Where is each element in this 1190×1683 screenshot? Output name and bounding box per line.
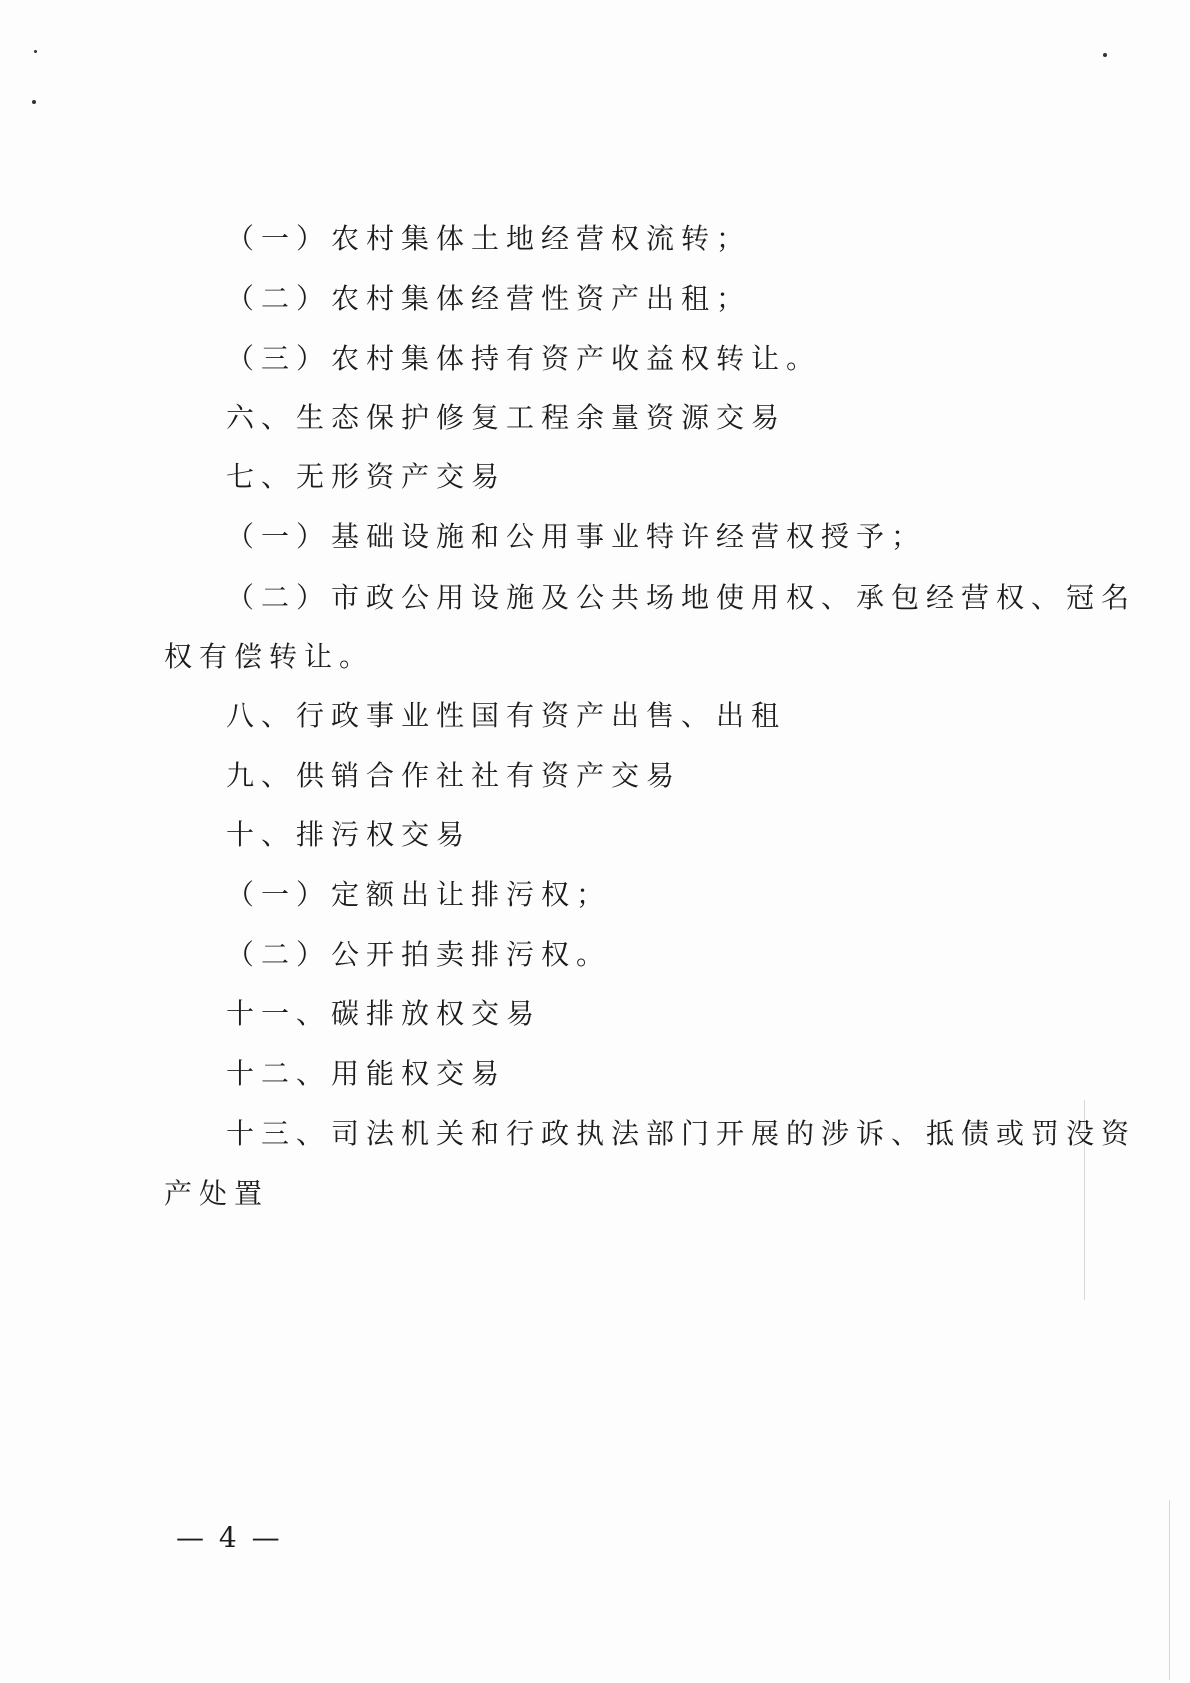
text-line-section-9: 九、供销合作社社有资产交易 — [226, 759, 682, 792]
scan-edge-line — [1169, 1500, 1170, 1680]
text-line-section-13: 十三、司法机关和行政执法部门开展的涉诉、抵债或罚没资 — [226, 1117, 1137, 1150]
text-line-section-12: 十二、用能权交易 — [226, 1057, 507, 1090]
text-line-item-7-2-continued: 权有偿转让。 — [164, 640, 375, 673]
text-line-section-7: 七、无形资产交易 — [226, 460, 507, 493]
text-line-item-7-1: （一）基础设施和公用事业特许经营权授予； — [226, 520, 927, 553]
text-line-section-8: 八、行政事业性国有资产出售、出租 — [226, 699, 787, 732]
text-line-item-10-2: （二）公开拍卖排污权。 — [226, 938, 612, 971]
text-line-item-1: （一）农村集体土地经营权流转； — [226, 222, 752, 255]
text-line-item-7-2: （二）市政公用设施及公共场地使用权、承包经营权、冠名 — [226, 581, 1137, 614]
text-line-item-2: （二）农村集体经营性资产出租； — [226, 282, 752, 315]
text-line-section-13-continued: 产处置 — [164, 1177, 270, 1210]
scan-speck — [32, 100, 36, 104]
scan-speck — [34, 50, 37, 53]
text-line-section-11: 十一、碳排放权交易 — [226, 997, 542, 1030]
text-line-section-6: 六、生态保护修复工程余量资源交易 — [226, 401, 787, 434]
scan-speck — [1103, 53, 1107, 57]
page-number: — 4 — — [176, 1521, 283, 1554]
text-line-item-10-1: （一）定额出让排污权； — [226, 878, 612, 911]
text-line-item-3: （三）农村集体持有资产收益权转让。 — [226, 342, 822, 375]
text-line-section-10: 十、排污权交易 — [226, 818, 472, 851]
